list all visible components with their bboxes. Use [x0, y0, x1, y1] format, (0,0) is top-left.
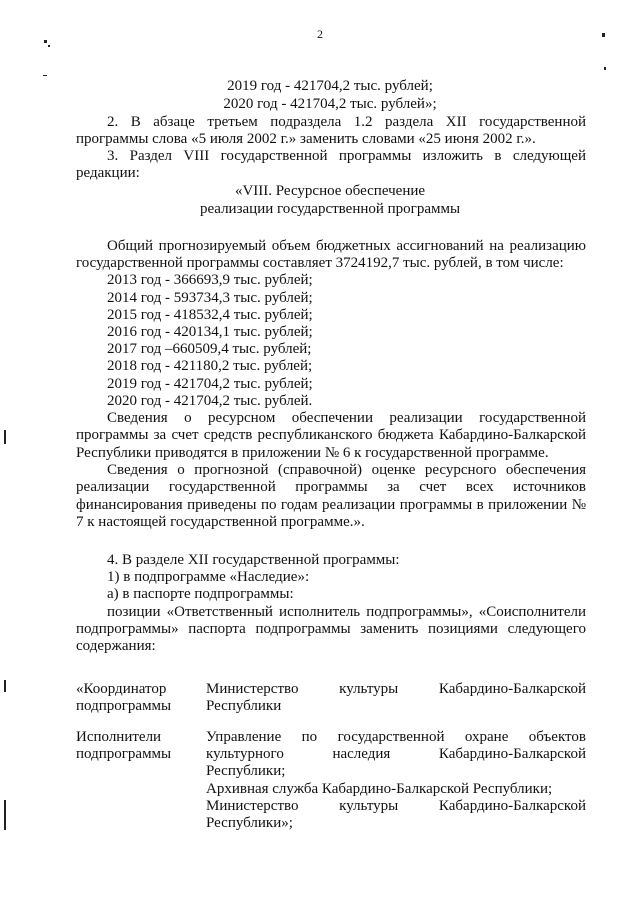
text-line: 1) в подпрограмме «Наследие»:	[107, 569, 310, 585]
text-line: редакции:	[76, 165, 140, 181]
table-value: Республики;	[206, 763, 286, 779]
text-line: а) в паспорте подпрограммы:	[107, 586, 294, 602]
scan-mark	[604, 67, 606, 70]
table-label: «Координатор	[76, 681, 167, 697]
text-line: реализации государственной программы за счет всех источников	[76, 479, 586, 495]
text-line: 2. В абзаце третьем подраздела 1.2 раздела XII государственной	[107, 114, 586, 130]
table-value: Министерство культуры Кабардино-Балкарской	[206, 798, 586, 814]
scan-mark	[4, 680, 6, 692]
text-line: программы за счет средств республиканского бюджета Кабардино-Балкарской	[76, 427, 586, 443]
year-line: 2017 год –660509,4 тыс. рублей;	[107, 341, 312, 357]
scan-mark	[4, 430, 6, 444]
text-line: Республики приводятся в приложении № 6 к государственной программе.	[76, 445, 549, 461]
table-value: культурного наследия Кабардино-Балкарской	[206, 746, 586, 762]
section-title: реализации государственной программы	[199, 201, 461, 217]
text-line: подпрограммы» паспорта подпрограммы заменить позициями следующего	[76, 621, 586, 637]
year-line: 2016 год - 420134,1 тыс. рублей;	[107, 324, 313, 340]
year-line: 2018 год - 421180,2 тыс. рублей;	[107, 358, 313, 374]
text-line: содержания:	[76, 638, 156, 654]
text-line: позиции «Ответственный исполнитель подпрограммы», «Соисполнители	[107, 604, 586, 620]
year-line: 2020 год - 421704,2 тыс. рублей.	[107, 393, 313, 409]
section-title: «VIII. Ресурсное обеспечение	[234, 183, 426, 199]
scan-mark	[4, 800, 6, 830]
text-line: 7 к настоящей государственной программе.».	[76, 514, 365, 530]
text-line: Сведения о прогнозной (справочной) оценке ресурсного обеспечения	[107, 462, 586, 478]
scan-mark	[48, 45, 50, 47]
year-line: 2014 год - 593734,3 тыс. рублей;	[107, 290, 313, 306]
scan-mark	[602, 33, 605, 37]
text-line: 4. В разделе XII государственной программы:	[107, 552, 400, 568]
text-line: 3. Раздел VIII государственной программы изложить в следующей	[107, 148, 586, 164]
scan-mark	[44, 40, 47, 43]
table-label: подпрограммы	[76, 746, 172, 762]
table-value: Управление по государственной охране объектов	[206, 729, 586, 745]
text-line: 2019 год - 421704,2 тыс. рублей;	[227, 78, 433, 94]
table-value: Республики»;	[206, 815, 293, 831]
table-label: подпрограммы	[76, 698, 172, 714]
table-label: Исполнители	[76, 729, 162, 745]
table-value: Архивная служба Кабардино-Балкарской Республики;	[206, 781, 553, 797]
table-value: Министерство культуры Кабардино-Балкарской	[206, 681, 586, 697]
scan-mark	[43, 75, 47, 76]
page-number: 2	[317, 27, 323, 41]
text-line: государственной программы составляет 3724192,7 тыс. рублей, в том числе:	[76, 255, 564, 271]
text-line: финансирования приведены по годам реализации программы в приложении №	[76, 497, 586, 513]
year-line: 2013 год - 366693,9 тыс. рублей;	[107, 272, 313, 288]
text-line: Общий прогнозируемый объем бюджетных ассигнований на реализацию	[107, 238, 586, 254]
year-line: 2015 год - 418532,4 тыс. рублей;	[107, 307, 313, 323]
text-line: Сведения о ресурсном обеспечении реализации государственной	[107, 410, 586, 426]
table-value: Республики	[206, 698, 282, 714]
text-line: 2020 год - 421704,2 тыс. рублей»;	[223, 96, 437, 112]
text-line: программы слова «5 июля 2002 г.» заменить словами «25 июня 2002 г.».	[76, 131, 536, 147]
year-line: 2019 год - 421704,2 тыс. рублей;	[107, 376, 313, 392]
